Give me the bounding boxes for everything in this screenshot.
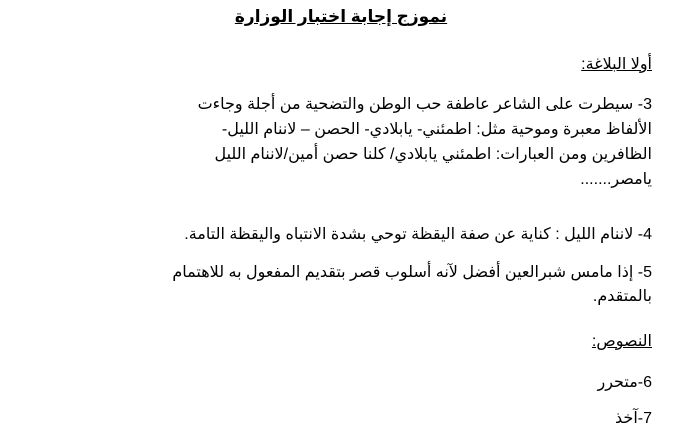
answer-3-line-4: يامصر....... — [580, 171, 652, 188]
answer-3-line-3: الظافرين ومن العبارات: اطمئني يابلادي/ كلنا حصن أمين/لاننام الليل — [214, 146, 652, 163]
answer-3-line-2: الألفاظ معبرة وموحية مثل: اطمئني- يابلادي- الحصن – لاننام الليل- — [221, 121, 652, 138]
answer-5-line-1: 5- إذا مامس شبرالعين أفضل لآنه أسلوب قصر بتقديم المفعول به للاهتمام — [172, 264, 652, 281]
section-heading-nusus: النصوص: — [591, 333, 652, 350]
answer-3-line-1: 3- سيطرت على الشاعر عاطفة حب الوطن والتضحية من أجلة وجاءت — [197, 96, 652, 113]
answer-5-line-2: بالمتقدم. — [592, 288, 652, 305]
section-heading-balagha: أولا البلاغة: — [581, 56, 652, 73]
answer-6: 6-متحرر — [597, 374, 652, 391]
answer-7: 7-آخذ — [615, 410, 652, 427]
document-title: نموزج إجابة اختبار الوزارة — [234, 7, 448, 26]
answer-4: 4- لاننام الليل : كناية عن صفة اليقظة توحي بشدة الانتباه واليقظة التامة. — [184, 226, 652, 243]
